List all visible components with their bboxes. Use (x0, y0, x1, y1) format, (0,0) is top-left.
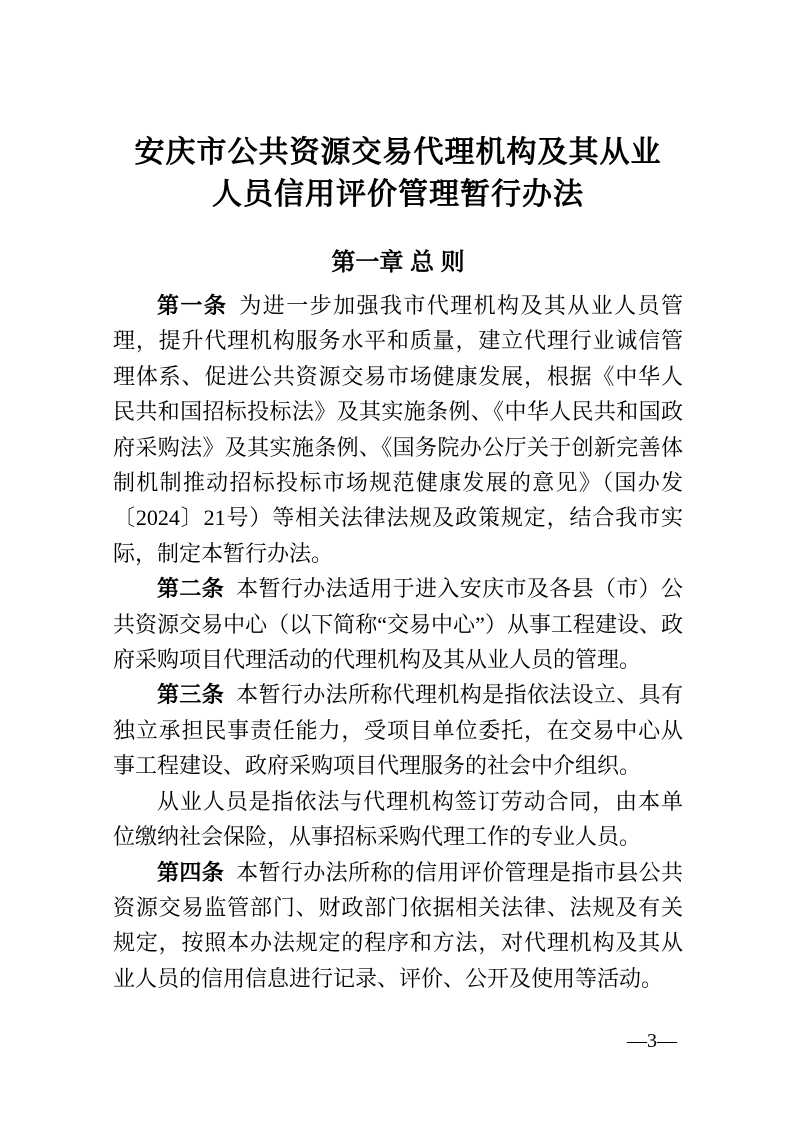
article-label: 第四条 (157, 859, 225, 885)
document-title (113, 0, 683, 216)
document-title-line1: 安庆市公共资源交易代理机构及其从业 (134, 136, 662, 169)
article-text: 从业人员是指依法与代理机构签订劳动合同，由本单位缴纳社会保险，从事招标采购代理工作的专业人员。 (113, 788, 683, 850)
article-text: 为进一步加强我市代理机构及其从业人员管理，提升代理机构服务水平和质量，建立代理行业诚信管理体系、促进公共资源交易市场健康发展，根据《中华人民共和国招标投标法》及其实施条例、《中华人民共和国政府采购法》及其实施条例、《国务院办公厅关于创新完善体制机制推动招标投标市场规范健康发展的意见》（国办发〔2024〕21号）等相关法律法规及政策规定，结合我市实际，制定本暂行办法。 (113, 293, 683, 566)
article-text: 本暂行办法所称的信用评价管理是指市县公共资源交易监管部门、财政部门依据相关法律、法规及有关规定，按照本办法规定的程序和方法，对代理机构及其从业人员的信用信息进行记录、评价、公开及使用等活动。 (113, 859, 683, 991)
law-paragraph (113, 571, 683, 677)
law-paragraph (113, 784, 683, 855)
law-paragraph (113, 855, 683, 997)
document-body (113, 288, 683, 996)
document-content (113, 0, 683, 996)
page-number: —3— (627, 1030, 677, 1052)
law-paragraph (113, 677, 683, 783)
chapter-heading: 第一章 总 则 (331, 249, 465, 276)
article-text: 本暂行办法适用于进入安庆市及各县（市）公共资源交易中心（以下简称“交易中心”）从事工程建设、政府采购项目代理活动的代理机构及其从业人员的管理。 (113, 576, 683, 673)
law-paragraph (113, 288, 683, 571)
document-title-line2: 人员信用评价管理暂行办法 (212, 178, 584, 211)
article-text: 本暂行办法所称代理机构是指依法设立、具有独立承担民事责任能力，受项目单位委托，在交易中心从事工程建设、政府采购项目代理服务的社会中介组织。 (113, 682, 683, 779)
article-label: 第三条 (157, 682, 225, 708)
article-label: 第二条 (157, 576, 225, 602)
article-label: 第一条 (157, 293, 228, 318)
